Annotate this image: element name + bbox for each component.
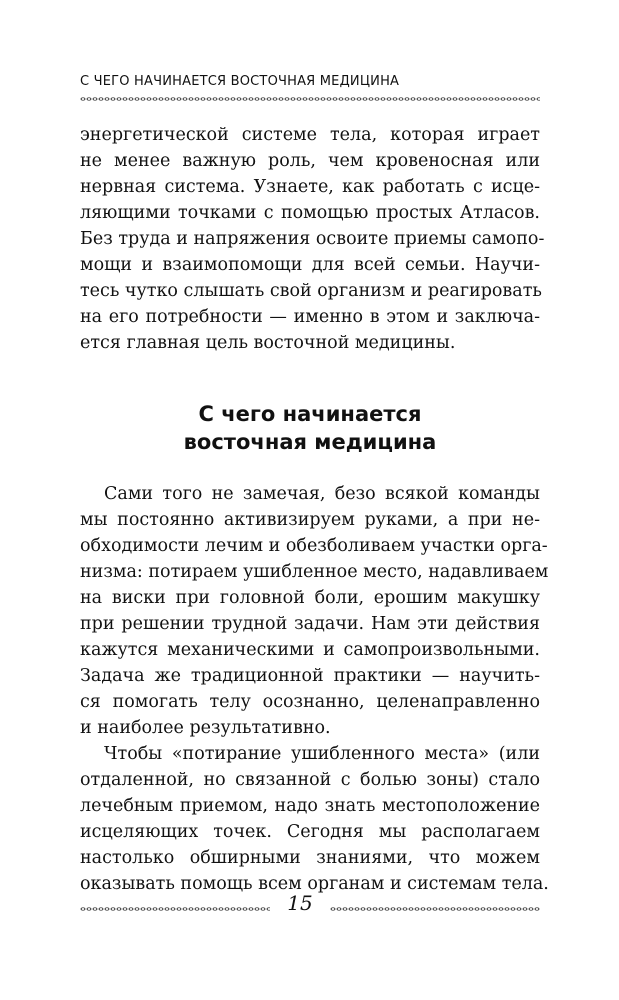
text-line: ется главная цель восточной медицины. — [80, 333, 456, 353]
paragraph-2 — [80, 741, 549, 897]
section-heading — [80, 400, 540, 456]
text-line: лечебным приемом, надо знать местоположение — [80, 796, 540, 816]
text-line: мы постоянно активизируем руками, а при не- — [80, 510, 540, 530]
text-line: Без труда и напряжения освоите приемы самопо- — [80, 229, 545, 249]
text-line: Задача же традиционной практики — научить- — [80, 666, 540, 686]
text-line: ляющими точками с помощью простых Атласов. — [80, 203, 540, 223]
section-heading-line: восточная медицина — [183, 430, 437, 454]
section-heading-line: С чего начинается — [198, 402, 422, 426]
text-line: нервная система. Узнаете, как работать с исце- — [80, 177, 540, 197]
text-line: мощи и взаимопомощи для всей семьи. Научи- — [80, 255, 540, 275]
text-line: не менее важную роль, чем кровеносная или — [80, 151, 540, 171]
text-line: на виски при головной боли, ерошим макушку — [80, 588, 540, 608]
text-line: Сами того не замечая, безо всякой команды — [104, 484, 540, 504]
running-head: С ЧЕГО НАЧИНАЕТСЯ ВОСТОЧНАЯ МЕДИЦИНА — [80, 74, 400, 89]
text-line: настолько обширными знаниями, что можем — [80, 848, 540, 868]
page-number: 15 — [287, 891, 313, 915]
text-line: и наиболее результативно. — [80, 718, 331, 738]
footer-ornament-rule-left — [80, 905, 270, 913]
text-line: низма: потираем ушибленное место, надавливаем — [80, 562, 549, 582]
text-line: кажутся механическими и самопроизвольными. — [80, 640, 540, 660]
text-line: энергетической системе тела, которая играет — [80, 125, 540, 145]
text-line: ся помогать телу осознанно, целенаправленно — [80, 692, 540, 712]
header-ornament-rule — [80, 95, 540, 103]
intro-paragraph — [80, 122, 545, 356]
text-line: обходимости лечим и обезболиваем участки орга- — [80, 536, 548, 556]
text-line: оказывать помощь всем органам и системам тела. — [80, 874, 549, 894]
paragraph-1 — [80, 481, 549, 741]
text-line: на его потребности — именно в этом и заключа- — [80, 307, 540, 327]
text-line: исцеляющих точек. Сегодня мы располагаем — [80, 822, 540, 842]
text-line: при решении трудной задачи. Нам эти действия — [80, 614, 540, 634]
footer-ornament-rule-right — [330, 905, 540, 913]
text-line: отдаленной, но связанной с болью зоны) стало — [80, 770, 540, 790]
text-line: тесь чутко слышать свой организм и реагировать — [80, 281, 542, 301]
text-line: Чтобы «потирание ушибленного места» (или — [104, 744, 540, 764]
